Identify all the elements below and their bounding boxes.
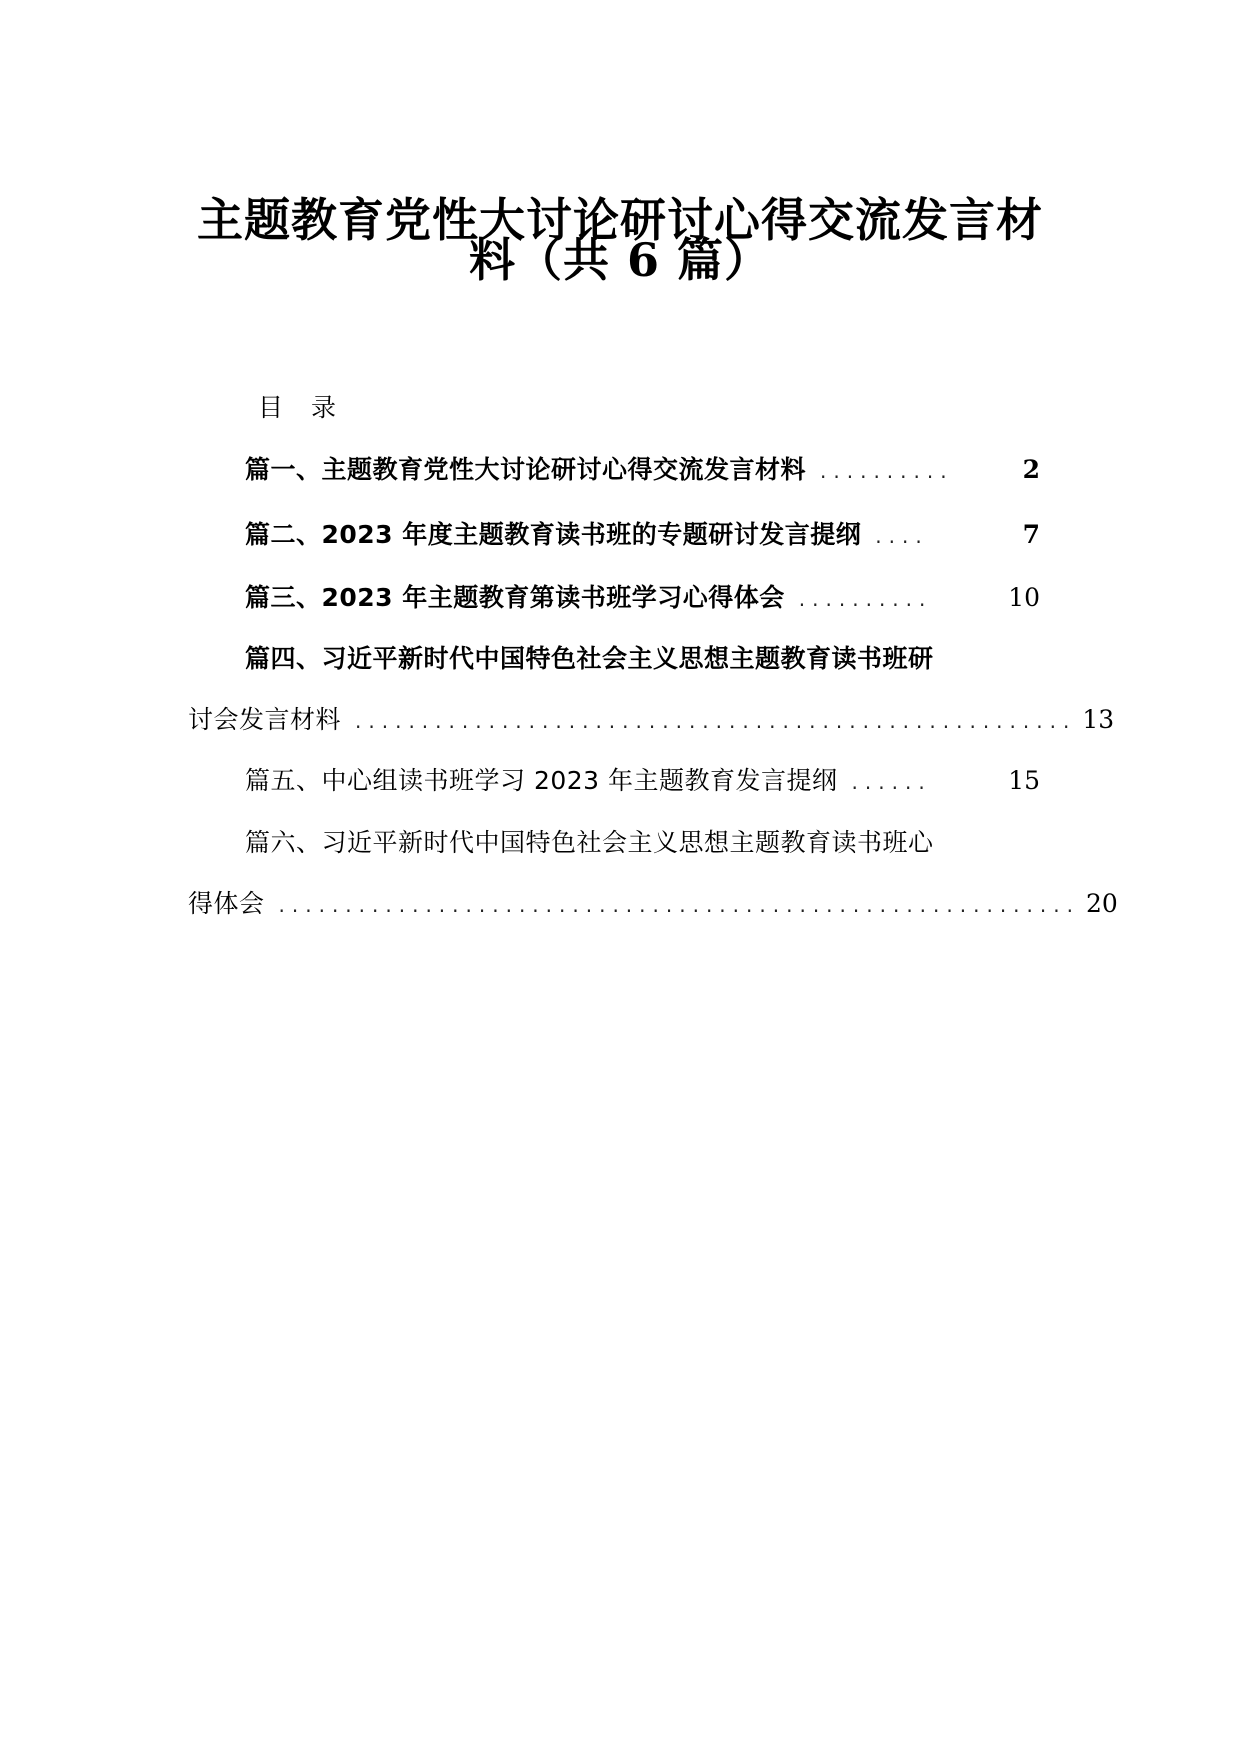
- toc-entry-3-page: 10: [1008, 583, 1040, 612]
- toc-entry-1-leader: ..........: [820, 459, 954, 483]
- toc-entry-4-page: 13: [1082, 705, 1115, 734]
- toc-entry-4[interactable]: [188, 702, 1115, 739]
- toc-entry-6-title-line-2: 得体会: [188, 889, 265, 918]
- toc-entry-1[interactable]: [245, 452, 1040, 489]
- toc-entry-3[interactable]: [245, 580, 1040, 617]
- document-title-line-1: 主题教育党性大讨论研讨心得交流发言材: [197, 193, 1043, 247]
- document-title-line-2: 料（共 6 篇）: [468, 233, 772, 287]
- toc-entry-2-page: 7: [1022, 520, 1040, 549]
- toc-entry-1-title: 篇一、主题教育党性大讨论研讨心得交流发言材料: [245, 455, 807, 484]
- toc-entry-2[interactable]: [245, 517, 1040, 554]
- toc-entry-5-title: 篇五、中心组读书班学习 2023 年主题教育发言提纲: [245, 766, 838, 795]
- toc-entry-2-title: 篇二、2023 年度主题教育读书班的专题研讨发言提纲: [245, 520, 862, 549]
- toc-entry-5[interactable]: [245, 763, 1040, 800]
- toc-heading: 目录: [258, 393, 365, 422]
- toc-entry-6-title-line-1[interactable]: 篇六、习近平新时代中国特色社会主义思想主题教育读书班心: [245, 828, 934, 857]
- toc-entry-3-title: 篇三、2023 年主题教育第读书班学习心得体会: [245, 583, 785, 612]
- toc-entry-6[interactable]: [188, 886, 1118, 923]
- toc-entry-5-page: 15: [1008, 766, 1040, 795]
- toc-entry-4-title-line-2: 讨会发言材料: [188, 705, 342, 734]
- toc-entry-5-leader: ......: [851, 770, 932, 794]
- toc-entry-4-title-line-1[interactable]: 篇四、习近平新时代中国特色社会主义思想主题教育读书班研: [245, 644, 934, 673]
- toc-entry-1-page: 2: [1022, 455, 1040, 484]
- toc-entry-2-leader: ....: [875, 524, 929, 548]
- toc-entry-4-leader: ......................................................: [355, 709, 1077, 733]
- toc-entry-6-page: 20: [1085, 889, 1118, 918]
- toc-entry-6-leader: ............................................................: [278, 893, 1080, 917]
- toc-entry-3-leader: ..........: [798, 587, 933, 611]
